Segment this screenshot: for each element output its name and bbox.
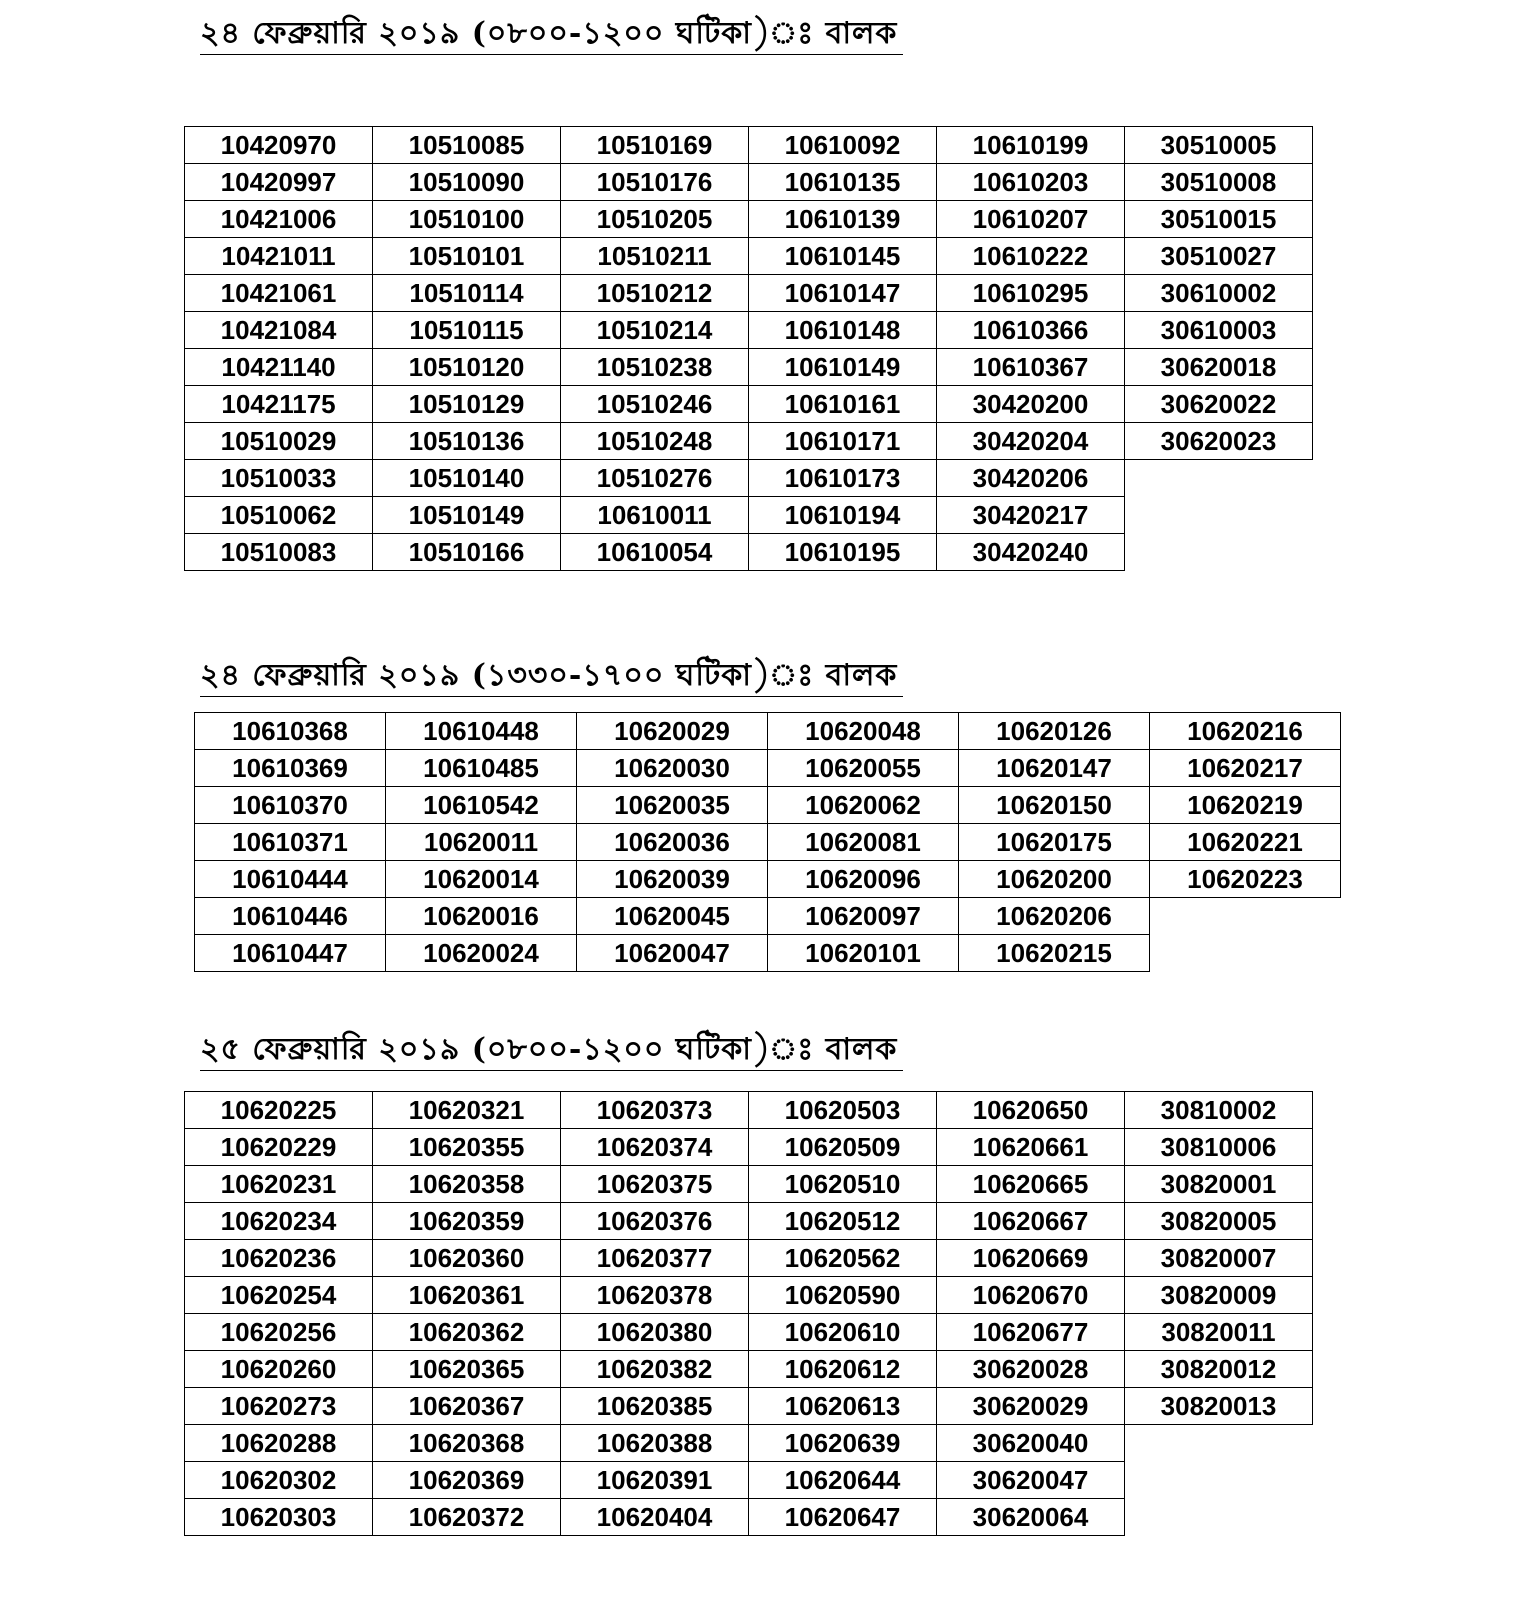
roll-number-cell: 10510211	[560, 237, 749, 275]
roll-number-cell: 10620367	[372, 1387, 561, 1425]
roll-number-cell: 10620360	[372, 1239, 561, 1277]
roll-number-cell: 10620368	[372, 1424, 561, 1462]
roll-number-cell: 30820011	[1124, 1313, 1313, 1351]
roll-column	[936, 126, 1125, 571]
roll-number-cell: 30510015	[1124, 200, 1313, 238]
roll-number-cell: 10610145	[748, 237, 937, 275]
roll-number-cell: 10510214	[560, 311, 749, 349]
roll-number-cell: 10610542	[385, 786, 577, 824]
roll-number-cell: 10620062	[767, 786, 959, 824]
roll-number-cell: 10620562	[748, 1239, 937, 1277]
roll-column	[372, 126, 561, 571]
roll-number-cell: 30820007	[1124, 1239, 1313, 1277]
roll-number-cell: 10620225	[184, 1091, 373, 1129]
roll-number-cell: 30610003	[1124, 311, 1313, 349]
roll-number-cell: 10510140	[372, 459, 561, 497]
roll-number-cell: 10610368	[194, 712, 386, 750]
roll-column	[576, 712, 768, 972]
roll-number-cell: 10620377	[560, 1239, 749, 1277]
roll-number-cell: 10620391	[560, 1461, 749, 1499]
roll-number-cell: 10620219	[1149, 786, 1341, 824]
roll-number-cell: 10620039	[576, 860, 768, 898]
roll-number-cell: 10620254	[184, 1276, 373, 1314]
roll-number-cell: 30420200	[936, 385, 1125, 423]
roll-number-cell: 10620380	[560, 1313, 749, 1351]
roll-number-cell: 30820012	[1124, 1350, 1313, 1388]
roll-number-cell: 10610135	[748, 163, 937, 201]
roll-number-cell: 10610195	[748, 533, 937, 571]
roll-number-cell: 30420206	[936, 459, 1125, 497]
roll-number-cell: 10510120	[372, 348, 561, 386]
roll-number-cell: 10620014	[385, 860, 577, 898]
roll-number-cell: 30820009	[1124, 1276, 1313, 1314]
roll-number-cell: 10620661	[936, 1128, 1125, 1166]
roll-number-cell: 10610092	[748, 126, 937, 164]
roll-number-cell: 30610002	[1124, 274, 1313, 312]
roll-number-cell: 10620030	[576, 749, 768, 787]
heading-section-1: ২৪ ফেব্রুয়ারি ২০১৯ (০৮০০-১২০০ ঘটিকা)ঃ বালক	[200, 14, 903, 55]
roll-number-cell: 10610370	[194, 786, 386, 824]
roll-number-cell: 10620216	[1149, 712, 1341, 750]
roll-number-cell: 10620011	[385, 823, 577, 861]
roll-number-cell: 10510205	[560, 200, 749, 238]
roll-number-cell: 10510248	[560, 422, 749, 460]
roll-number-cell: 10510212	[560, 274, 749, 312]
roll-number-cell: 10620378	[560, 1276, 749, 1314]
roll-number-cell: 10620234	[184, 1202, 373, 1240]
roll-number-cell: 10610485	[385, 749, 577, 787]
roll-column	[958, 712, 1150, 972]
roll-number-cell: 10620035	[576, 786, 768, 824]
roll-number-cell: 10620677	[936, 1313, 1125, 1351]
roll-number-cell: 10620221	[1149, 823, 1341, 861]
roll-number-cell: 10620150	[958, 786, 1150, 824]
roll-number-cell: 10620613	[748, 1387, 937, 1425]
roll-number-cell: 10620669	[936, 1239, 1125, 1277]
roll-number-cell: 10510062	[184, 496, 373, 534]
roll-number-cell: 10610222	[936, 237, 1125, 275]
roll-number-cell: 10510129	[372, 385, 561, 423]
roll-number-cell: 10620147	[958, 749, 1150, 787]
roll-number-cell: 10421140	[184, 348, 373, 386]
roll-column	[748, 126, 937, 571]
roll-number-cell: 10610147	[748, 274, 937, 312]
roll-column	[1149, 712, 1341, 898]
roll-number-cell: 10620302	[184, 1461, 373, 1499]
roll-column	[194, 712, 386, 972]
roll-number-cell: 10610447	[194, 934, 386, 972]
roll-number-cell: 10610367	[936, 348, 1125, 386]
roll-number-cell: 10610054	[560, 533, 749, 571]
roll-number-cell: 10620256	[184, 1313, 373, 1351]
roll-number-cell: 10510115	[372, 311, 561, 349]
roll-number-cell: 30810006	[1124, 1128, 1313, 1166]
roll-number-cell: 30620047	[936, 1461, 1125, 1499]
roll-number-cell: 10620647	[748, 1498, 937, 1536]
roll-number-cell: 10620639	[748, 1424, 937, 1462]
roll-number-cell: 30620028	[936, 1350, 1125, 1388]
roll-number-cell: 10620590	[748, 1276, 937, 1314]
roll-number-cell: 30620064	[936, 1498, 1125, 1536]
roll-number-cell: 10610199	[936, 126, 1125, 164]
roll-number-cell: 10620374	[560, 1128, 749, 1166]
roll-number-cell: 30420240	[936, 533, 1125, 571]
roll-number-cell: 10620361	[372, 1276, 561, 1314]
roll-number-cell: 10610446	[194, 897, 386, 935]
roll-column	[767, 712, 959, 972]
roll-number-cell: 10610207	[936, 200, 1125, 238]
roll-number-cell: 10510149	[372, 496, 561, 534]
roll-number-cell: 10510029	[184, 422, 373, 460]
roll-number-cell: 10620650	[936, 1091, 1125, 1129]
roll-number-cell: 10610366	[936, 311, 1125, 349]
roll-column	[1124, 1091, 1313, 1425]
roll-number-cell: 10620610	[748, 1313, 937, 1351]
roll-number-cell: 30510008	[1124, 163, 1313, 201]
roll-number-cell: 30620018	[1124, 348, 1313, 386]
roll-number-cell: 30820013	[1124, 1387, 1313, 1425]
roll-number-cell: 30510005	[1124, 126, 1313, 164]
roll-number-cell: 10620358	[372, 1165, 561, 1203]
roll-number-cell: 10620359	[372, 1202, 561, 1240]
roll-number-cell: 10620372	[372, 1498, 561, 1536]
roll-number-cell: 10620369	[372, 1461, 561, 1499]
roll-number-cell: 10610203	[936, 163, 1125, 201]
roll-number-cell: 30620040	[936, 1424, 1125, 1462]
roll-number-cell: 10620260	[184, 1350, 373, 1388]
roll-number-cell: 30510027	[1124, 237, 1313, 275]
roll-number-cell: 10620670	[936, 1276, 1125, 1314]
roll-number-cell: 10620055	[767, 749, 959, 787]
roll-column	[560, 1091, 749, 1536]
roll-number-cell: 10620644	[748, 1461, 937, 1499]
roll-number-cell: 10620273	[184, 1387, 373, 1425]
roll-number-cell: 30820005	[1124, 1202, 1313, 1240]
roll-number-cell: 10620016	[385, 897, 577, 935]
roll-number-cell: 10610148	[748, 311, 937, 349]
roll-number-cell: 10620382	[560, 1350, 749, 1388]
roll-number-cell: 30820001	[1124, 1165, 1313, 1203]
roll-number-cell: 10610371	[194, 823, 386, 861]
roll-number-cell: 10620024	[385, 934, 577, 972]
roll-number-cell: 10620375	[560, 1165, 749, 1203]
roll-column	[560, 126, 749, 571]
roll-number-cell: 10510090	[372, 163, 561, 201]
roll-column	[748, 1091, 937, 1536]
roll-number-cell: 10420970	[184, 126, 373, 164]
roll-number-cell: 10620096	[767, 860, 959, 898]
roll-number-cell: 10620097	[767, 897, 959, 935]
roll-number-cell: 10620303	[184, 1498, 373, 1536]
roll-number-cell: 10620126	[958, 712, 1150, 750]
roll-number-cell: 10421011	[184, 237, 373, 275]
roll-number-cell: 10610194	[748, 496, 937, 534]
roll-number-cell: 10610149	[748, 348, 937, 386]
roll-number-cell: 10510169	[560, 126, 749, 164]
roll-number-cell: 10421084	[184, 311, 373, 349]
roll-number-cell: 10620045	[576, 897, 768, 935]
roll-number-cell: 10620667	[936, 1202, 1125, 1240]
roll-number-cell: 10610139	[748, 200, 937, 238]
roll-number-cell: 10620217	[1149, 749, 1341, 787]
roll-number-cell: 10620510	[748, 1165, 937, 1203]
roll-number-cell: 10620236	[184, 1239, 373, 1277]
roll-number-cell: 10510136	[372, 422, 561, 460]
roll-number-cell: 10620229	[184, 1128, 373, 1166]
roll-column	[385, 712, 577, 972]
roll-number-cell: 10620081	[767, 823, 959, 861]
roll-number-cell: 10620665	[936, 1165, 1125, 1203]
roll-number-cell: 10620509	[748, 1128, 937, 1166]
roll-number-cell: 10620362	[372, 1313, 561, 1351]
roll-column	[184, 126, 373, 571]
roll-number-cell: 10421061	[184, 274, 373, 312]
roll-number-cell: 10510085	[372, 126, 561, 164]
roll-number-cell: 10620101	[767, 934, 959, 972]
roll-number-cell: 10610448	[385, 712, 577, 750]
roll-number-cell: 10510101	[372, 237, 561, 275]
heading-section-3: ২৫ ফেব্রুয়ারি ২০১৯ (০৮০০-১২০০ ঘটিকা)ঃ বালক	[200, 1030, 903, 1071]
roll-column	[936, 1091, 1125, 1536]
roll-number-cell: 10421175	[184, 385, 373, 423]
roll-number-cell: 10510033	[184, 459, 373, 497]
roll-number-cell: 10610444	[194, 860, 386, 898]
roll-number-cell: 10510176	[560, 163, 749, 201]
roll-column	[184, 1091, 373, 1536]
roll-column	[1124, 126, 1313, 460]
roll-number-cell: 10620029	[576, 712, 768, 750]
roll-number-cell: 10610173	[748, 459, 937, 497]
roll-number-cell: 10610161	[748, 385, 937, 423]
roll-number-cell: 10610011	[560, 496, 749, 534]
roll-number-cell: 10620503	[748, 1091, 937, 1129]
roll-number-cell: 10610295	[936, 274, 1125, 312]
roll-number-cell: 10510276	[560, 459, 749, 497]
roll-number-cell: 10620512	[748, 1202, 937, 1240]
roll-number-cell: 10620175	[958, 823, 1150, 861]
roll-number-cell: 10620215	[958, 934, 1150, 972]
roll-number-cell: 10610369	[194, 749, 386, 787]
roll-number-cell: 10421006	[184, 200, 373, 238]
roll-number-cell: 10620048	[767, 712, 959, 750]
roll-number-cell: 10620376	[560, 1202, 749, 1240]
roll-number-cell: 10420997	[184, 163, 373, 201]
roll-number-cell: 10510114	[372, 274, 561, 312]
roll-number-cell: 30620022	[1124, 385, 1313, 423]
roll-number-cell: 10620365	[372, 1350, 561, 1388]
heading-section-2: ২৪ ফেব্রুয়ারি ২০১৯ (১৩৩০-১৭০০ ঘটিকা)ঃ বালক	[200, 656, 903, 697]
roll-number-cell: 30810002	[1124, 1091, 1313, 1129]
roll-number-cell: 10610171	[748, 422, 937, 460]
roll-number-cell: 10510166	[372, 533, 561, 571]
roll-number-cell: 10620355	[372, 1128, 561, 1166]
roll-number-cell: 10620321	[372, 1091, 561, 1129]
roll-number-cell: 30420204	[936, 422, 1125, 460]
roll-number-cell: 30420217	[936, 496, 1125, 534]
roll-number-cell: 10620231	[184, 1165, 373, 1203]
roll-number-cell: 10620373	[560, 1091, 749, 1129]
roll-number-cell: 10620206	[958, 897, 1150, 935]
roll-number-cell: 10620612	[748, 1350, 937, 1388]
roll-number-cell: 10510100	[372, 200, 561, 238]
roll-number-cell: 10620200	[958, 860, 1150, 898]
roll-number-cell: 30620029	[936, 1387, 1125, 1425]
roll-number-cell: 10620047	[576, 934, 768, 972]
roll-number-cell: 10510238	[560, 348, 749, 386]
roll-number-cell: 10620385	[560, 1387, 749, 1425]
roll-number-cell: 10510246	[560, 385, 749, 423]
roll-number-cell: 10620388	[560, 1424, 749, 1462]
roll-column	[372, 1091, 561, 1536]
roll-number-cell: 10620036	[576, 823, 768, 861]
roll-number-cell: 10620223	[1149, 860, 1341, 898]
roll-number-cell: 10620288	[184, 1424, 373, 1462]
roll-number-cell: 30620023	[1124, 422, 1313, 460]
roll-number-cell: 10510083	[184, 533, 373, 571]
roll-number-cell: 10620404	[560, 1498, 749, 1536]
